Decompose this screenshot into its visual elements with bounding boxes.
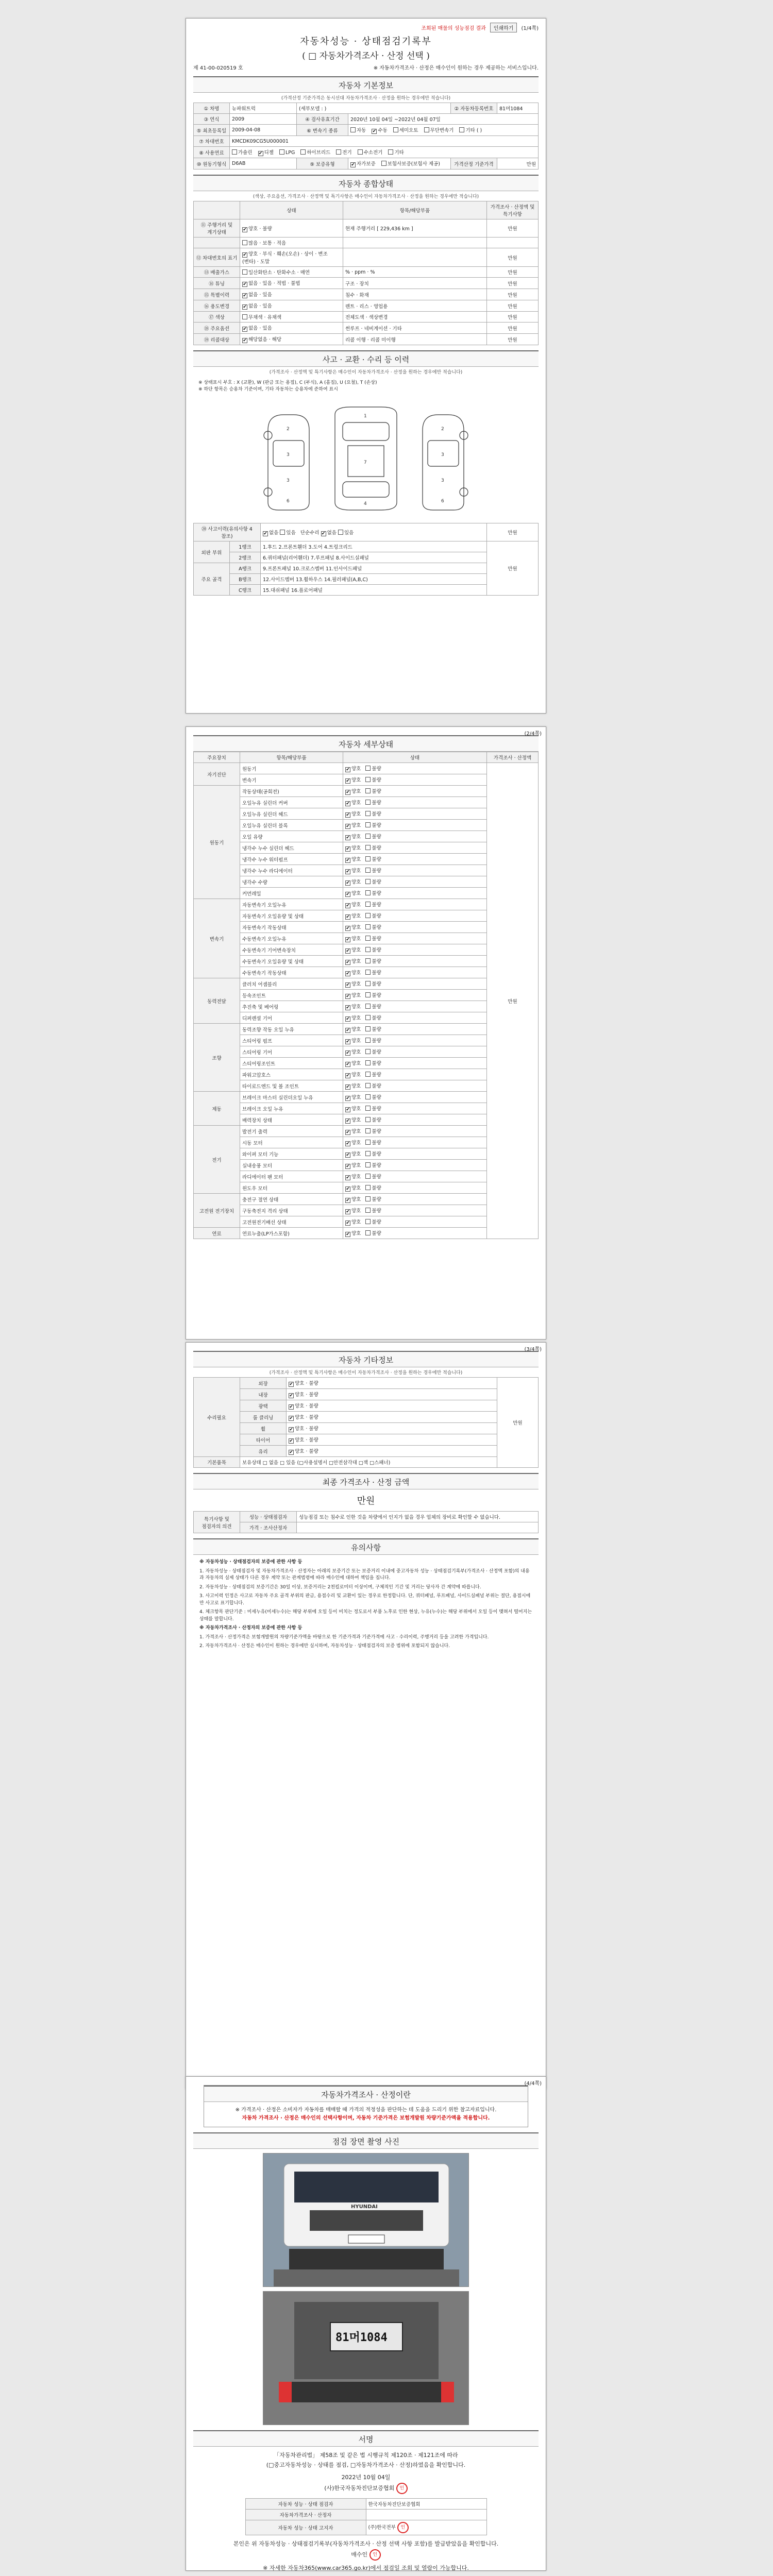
detail-row — [194, 1058, 539, 1069]
base-price-label: 가격산정 기준가격 — [451, 158, 497, 170]
detail-row — [194, 831, 539, 842]
detail-item-label: 냉각수 누수 라디에이터 — [240, 865, 343, 876]
detail-state: ✔ 양호 불량 — [343, 763, 487, 774]
svg-text:6: 6 — [441, 499, 444, 504]
signers-table: 자동차 성능 · 상태 점검자 한국자동차진단보증협회 자동차가격조사 · 산정자 자동차 성능 · 상태 고지자 (주)한국전부 인 — [245, 2498, 487, 2535]
section-caution: 유의사항 — [193, 1538, 539, 1555]
detail-row — [194, 933, 539, 944]
detail-item-label: 자동변속기 오일누유 — [240, 899, 343, 910]
detail-row — [194, 865, 539, 876]
outer-label: 외판 부위 — [194, 541, 230, 563]
section-detail: 자동차 세부상태 — [193, 735, 539, 752]
detail-row — [194, 967, 539, 978]
detail-state: ✔ 양호 불량 — [343, 1046, 487, 1058]
detail-item-label: 스티어링 기어 — [240, 1046, 343, 1058]
frame-parts-c: 15.대쉬패널 16.플로어패널 — [261, 585, 487, 596]
detail-item-label: 수동변속기 기어변속장치 — [240, 944, 343, 956]
detail-item-label: 자동변속기 오일유량 및 상태 — [240, 910, 343, 922]
detail-state: ✔ 양호 불량 — [343, 1035, 487, 1046]
detail-row — [194, 1160, 539, 1171]
fuel-options: 가솔린 ✔ 디젤 LPG 하이브리드 전기 수소전기 기타 — [230, 147, 539, 158]
section-summary: 자동차 종합상태 — [193, 175, 539, 191]
accident-table: ⑳ 사고이력(유의사항 4 참조) ✔없음 있음 단순수리 ✔ 없음 있음 만원 외판 부위 1랭크 1.후드 2.프론트휀더 3.도어 4.트렁크리드 만원 2랭크 6.쿼터패널(리어휀더) 7.루프패널 8.사이드실패널 주요 골격 A랭크 9.프론트패널 10.크로스멤버 11.인사이드패널 B랭크 12.사이드멤버 13.휠하우스 14.필러패널(A,B,C) C랭크 15.대쉬패널 16.플로어패널 — [193, 523, 539, 596]
caution-text: ※ 자동차성능 · 상태점검자의 보증에 관한 사항 등 1. 자동차성능 · 상태점검자 및 자동차가격조사 · 산정자는 아래의 보증기간 또는 보증거리 이내에 중고자동차 성능 · 상태점검기록부(가격조사 · 산정액 포함)의 내용과 자동차의 실제 상태가 다른 경우 계약 또는 관계법령에 따라 매수인에 대하여 책임을 집니다. 2. 자동차성능 · 상태점검의 보증기간은 30일 이상, 보증거리는 2천킬로미터 이상이며, 구체적인 기간 및 거리는 당사자 간 계약에 따릅니다. 3. 사고이력 인정은 사고로 자동차 주요 골격 부위의 판금, 용접수리 및 교환이 있는 경우로 한정합니다. 단, 쿼터패널, 루프패널, 사이드실패널 부위는 절단, 용접시에만 사고로 표기합니다. 4. 체크항목 판단기준 : 미세누유(미세누수)는 해당 부위에 오일 등이 비치는 정도로서 부품 노후로 인한 현상, 누유(누수)는 해당 부위에서 오일 등이 맺혀서 떨어지는 상태를 말합니다. ※ 자동차가격조사 · 산정자의 보증에 관한 사항 등 1. 가격조사 · 산정가격은 보험개발원의 차량기준가액을 바탕으로 한 기준가격과 기준가격에 사고 · 수리이력, 주행거리 등을 고려한 가격입니다. 2. 자동차가격조사 · 산정은 매수인이 원하는 경우에만 실시하며, 자동차성능 · 상태점검자의 보증 범위에 포함되지 않습니다. — [199, 1560, 532, 1649]
document-page-1 — [186, 18, 546, 714]
detail-item-label: 브레이크 마스터 실린더오일 누유 — [240, 1092, 343, 1103]
outer-parts-2: 6.쿼터패널(리어휀더) 7.루프패널 8.사이드실패널 — [261, 552, 487, 563]
motor-label: ⑩ 원동기형식 — [194, 158, 230, 170]
detail-item-label: 파워고압호스 — [240, 1069, 343, 1080]
detail-row — [194, 842, 539, 854]
svg-text:3: 3 — [441, 452, 444, 457]
reg-no-label: ② 자동차등록번호 — [451, 103, 497, 114]
detail-row — [194, 922, 539, 933]
detail-state: ✔ 양호 불량 — [343, 1080, 487, 1092]
inspection-value: 2020년 10월 04일 ~2022년 04월 07일 — [348, 114, 539, 125]
detail-state: ✔ 양호 불량 — [343, 1137, 487, 1148]
detail-group-label: 원동기 — [194, 786, 240, 899]
detail-group-label: 제동 — [194, 1092, 240, 1126]
detail-group-label: 조향 — [194, 1024, 240, 1092]
detail-item-label: 시동 모터 — [240, 1137, 343, 1148]
detail-state: ✔ 양호 불량 — [343, 956, 487, 967]
detail-state: ✔ 양호 불량 — [343, 774, 487, 786]
detail-row — [194, 978, 539, 990]
detail-group-label: 전기 — [194, 1126, 240, 1194]
detail-row — [194, 1126, 539, 1137]
detail-state: ✔ 양호 불량 — [343, 933, 487, 944]
detail-item-label: 충전구 절연 상태 — [240, 1194, 343, 1205]
opinion-table: 특기사항 및 점검자의 의견 성능 · 상태점검자 성능점검 또는 침수로 인한 것을 차량에서 인지가 없을 경우 업체의 장비로 확인할 수 없습니다. 가격 · 조사산정자 — [193, 1511, 539, 1533]
detail-row — [194, 1012, 539, 1024]
legend-line-1: ※ 상태표시 부호 : X (교환), W (판금 또는 용접), C (부식), A (흠집), U (요철), T (손상) — [198, 380, 377, 385]
svg-text:3: 3 — [287, 478, 290, 483]
detail-row — [194, 1001, 539, 1012]
checkbox — [424, 127, 429, 132]
section-note: (가격조사 · 산정액 및 특기사항은 매수인이 자동차가격조사 · 산정을 원하는 경우에만 적습니다) — [269, 370, 463, 375]
service-notice: ※ 자동차가격조사 · 산정은 매수인이 원하는 경우 제공하는 서비스입니다. — [373, 65, 539, 71]
car-diagram — [193, 394, 539, 523]
detail-state: ✔ 양호 불량 — [343, 1182, 487, 1194]
final-price: 만원 — [357, 1496, 375, 1506]
detail-row — [194, 888, 539, 899]
fuel-label: ⑧ 사용연료 — [194, 147, 230, 158]
detail-state: ✔ 양호 불량 — [343, 1171, 487, 1182]
car-diagram-svg — [237, 399, 495, 518]
detail-row — [194, 1194, 539, 1205]
detail-state: ✔ 양호 불량 — [343, 1069, 487, 1080]
detail-state: ✔ 양호 불량 — [343, 888, 487, 899]
car-name-value: 뉴파워트럭 — [230, 103, 297, 114]
detail-state: ✔ 양호 불량 — [343, 1058, 487, 1069]
detail-state: ✔ 양호 불량 — [343, 876, 487, 888]
detail-row — [194, 1103, 539, 1114]
svg-text:6: 6 — [287, 499, 290, 504]
detail-item-label: 스티어링 펌프 — [240, 1035, 343, 1046]
detail-row: 자기진단 원동기 ✔ 양호 불량 만원 — [194, 763, 539, 774]
transmission-label: ⑥ 변속기 종류 — [297, 125, 348, 136]
detail-item-label: 연료누출(LP가스포함) — [240, 1228, 343, 1239]
detail-table: 주요장치 항목/해당부품 상태 가격조사 · 산정액 자기진단 원동기 ✔ 양호 불량 만원 변속기 ✔ 양호 불량 원동기 작동상태(공회전) ✔ 양호 불량 오일누유 실린더 커버 ✔ 양호 불량 오일누유 실린더 헤드 ✔ 양호 불량 오일누유 실린더 블록 ✔ 양호 불량 오일 유량 ✔ 양호 불량 냉각수 누수 실린더 헤드 ✔ 양호 불량 냉각수 누수 워터펌프 ✔ 양호 불량 냉각수 누수 라디에이터 ✔ 양호 불량 냉각수 수량 ✔ 양호 불량 커먼레일 ✔ 양호 불량 변속기 자동변속기 오일누유 ✔ 양호 불량 자동변속기 오일유량 및 상태 ✔ 양호 불량 자동변속기 작동상태 ✔ 양호 불량 수동변속기 오일누유 ✔ 양호 불량 수동변속기 기어변속장치 ✔ 양호 불량 수동변속기 오일유량 및 상태 ✔ 양호 불량 수동변속기 작동상태 ✔ 양호 불량 동력전달 클러치 어셈블리 ✔ 양호 불량 등속조인트 ✔ 양호 불량 추진축 및 베어링 ✔ 양호 불량 디퍼렌셜 기어 ✔ 양호 불량 조향 동력조향 작동 오일 누유 ✔ 양호 불량 스티어링 펌프 ✔ 양호 불량 스티어링 기어 ✔ 양호 불량 스티어링조인트 ✔ 양호 불량 파워고압호스 ✔ 양호 불량 타이로드엔드 및 볼 조인트 ✔ 양호 불량 제동 브레이크 마스터 실린더오일 누유 ✔ 양호 불량 브레이크 오일 누유 ✔ 양호 불량 배력장치 상태 ✔ 양호 불량 전기 발전기 출력 ✔ 양호 불량 시동 모터 ✔ 양호 불량 와이퍼 모터 기능 ✔ 양호 불량 실내송풍 모터 ✔ 양호 불량 라디에이터 팬 모터 ✔ 양호 불량 윈도우 모터 ✔ 양호 불량 고전원 전기장치 충전구 절연 상태 ✔ 양호 불량 구동축전지 격리 상태 ✔ 양호 불량 고전원전기배선 상태 ✔ 양호 불량 연료 연료누출(LP가스포함) ✔ 양호 불량 — [193, 752, 539, 1239]
year-label: ③ 연식 — [194, 114, 230, 125]
motor-value: D6AB — [230, 158, 297, 170]
detail-item-label: 오일누유 실린더 헤드 — [240, 808, 343, 820]
summary-col-detail: 항목/해당부품 — [343, 201, 487, 219]
detail-row — [194, 797, 539, 808]
detail-item-label: 고전원전기배선 상태 — [240, 1216, 343, 1228]
car-name-label: ① 차명 — [194, 103, 230, 114]
detail-state: ✔ 양호 불량 — [343, 1114, 487, 1126]
maker-text: HYUNDAI — [351, 2204, 378, 2210]
frame-parts-b: 12.사이드멤버 13.휠하우스 14.필러패널(A,B,C) — [261, 574, 487, 585]
document-subtitle: ( □ 자동차가격조사 · 산정 선택 ) — [302, 51, 430, 61]
detail-state: ✔ 양호 불량 — [343, 808, 487, 820]
detail-row — [194, 786, 539, 797]
detail-row — [194, 1182, 539, 1194]
plate-text: 81머1084 — [335, 2331, 388, 2344]
detail-item-label: 커먼레일 — [240, 888, 343, 899]
detail-row — [194, 1148, 539, 1160]
detail-state: ✔ 양호 불량 — [343, 990, 487, 1001]
first-reg-value: 2009-04-08 — [230, 125, 297, 136]
detail-state: ✔ 양호 불량 — [343, 899, 487, 910]
detail-item-label: 스티어링조인트 — [240, 1058, 343, 1069]
detail-item-label: 실내송풍 모터 — [240, 1160, 343, 1171]
section-note: (색상, 주요옵션, 가격조사 · 산정액 및 특기사항은 매수인이 자동차가격조사 · 산정을 원하는 경우에만 적습니다) — [253, 194, 479, 199]
detail-item-label: 발전기 출력 — [240, 1126, 343, 1137]
reg-no-value: 81머1084 — [497, 103, 539, 114]
detail-group-label: 변속기 — [194, 899, 240, 978]
detail-state: ✔ 양호 불량 — [343, 1228, 487, 1239]
detail-item-label: 라디에이터 팬 모터 — [240, 1171, 343, 1182]
detail-item-label: 원동기 — [240, 763, 343, 774]
history-label: ⑳ 사고이력(유의사항 4 참조) — [194, 523, 261, 541]
detail-state: ✔ 양호 불량 — [343, 1194, 487, 1205]
detail-row — [194, 990, 539, 1001]
detail-item-label: 오일 유량 — [240, 831, 343, 842]
detail-state: ✔ 양호 불량 — [343, 1160, 487, 1171]
detail-row — [194, 854, 539, 865]
detail-item-label: 윈도우 모터 — [240, 1182, 343, 1194]
warranty-options: ✔ 자가보증 보험사보증(보험사 제공) — [348, 158, 451, 170]
detail-item-label: 와이퍼 모터 기능 — [240, 1148, 343, 1160]
detail-state: ✔ 양호 불량 — [343, 978, 487, 990]
svg-text:4: 4 — [364, 501, 367, 506]
detail-state: ✔ 양호 불량 — [343, 1126, 487, 1137]
detail-group-label: 자기진단 — [194, 763, 240, 786]
detail-item-label: 등속조인트 — [240, 990, 343, 1001]
detail-row — [194, 1228, 539, 1239]
svg-text:2: 2 — [287, 427, 290, 432]
svg-text:3: 3 — [287, 452, 290, 457]
detail-item-label: 브레이크 오일 누유 — [240, 1103, 343, 1114]
detail-state: ✔ 양호 불량 — [343, 831, 487, 842]
detail-item-label: 수동변속기 오일누유 — [240, 933, 343, 944]
detail-item-label: 오일누유 실린더 블록 — [240, 820, 343, 831]
detail-state: ✔ 양호 불량 — [343, 1148, 487, 1160]
detail-model: (세부모델 : ) — [297, 103, 451, 114]
detail-state: ✔ 양호 불량 — [343, 944, 487, 956]
detail-row — [194, 1024, 539, 1035]
detail-state: ✔ 양호 불량 — [343, 1012, 487, 1024]
detail-state: ✔ 양호 불량 — [343, 1216, 487, 1228]
warning-text: 조회된 매물의 성능점검 결과 — [421, 25, 486, 31]
page-number: (1/4쪽) — [521, 25, 539, 31]
detail-row — [194, 1137, 539, 1148]
detail-row — [194, 1092, 539, 1103]
detail-item-label: 타이로드엔드 및 볼 조인트 — [240, 1080, 343, 1092]
section-other: 자동차 기타정보 — [193, 1351, 539, 1367]
checkbox — [459, 127, 464, 132]
detail-item-label: 변속기 — [240, 774, 343, 786]
frame-parts-a: 9.프론트패널 10.크로스멤버 11.인사이드패널 — [261, 563, 487, 574]
document-title: 자동차성능 · 상태점검기록부 — [300, 36, 432, 47]
first-reg-label: ⑤ 최초등록일 — [194, 125, 230, 136]
detail-row — [194, 1035, 539, 1046]
detail-item-label: 배력장치 상태 — [240, 1114, 343, 1126]
svg-text:3: 3 — [441, 478, 444, 483]
detail-row — [194, 910, 539, 922]
detail-item-label: 동력조향 작동 오일 누유 — [240, 1024, 343, 1035]
detail-row — [194, 1080, 539, 1092]
detail-state: ✔ 양호 불량 — [343, 1092, 487, 1103]
detail-item-label: 자동변속기 작동상태 — [240, 922, 343, 933]
detail-row — [194, 1046, 539, 1058]
section-sign: 서명 — [193, 2430, 539, 2447]
detail-row — [194, 876, 539, 888]
detail-state: ✔ 양호 불량 — [343, 922, 487, 933]
section-photos: 점검 장면 촬영 사진 — [193, 2132, 539, 2149]
section-accident: 사고 · 교환 · 수리 등 이력 — [193, 350, 539, 367]
warranty-label: ⑨ 보증유형 — [297, 158, 348, 170]
base-price-unit: 만원 — [497, 158, 539, 170]
page-number: (4/4쪽) — [524, 2081, 542, 2087]
detail-item-label: 구동축전지 격리 상태 — [240, 1205, 343, 1216]
section-note: (가격산정 기준가격은 동시선대 자동차가격조사 · 산정을 원하는 경우에만 적습니다) — [281, 96, 451, 101]
truck-rear-photo — [263, 2291, 469, 2425]
svg-text:7: 7 — [364, 460, 367, 465]
detail-row — [194, 808, 539, 820]
stamp-mark: 인 — [396, 2483, 408, 2494]
svg-text:1: 1 — [364, 414, 367, 419]
detail-item-label: 냉각수 누수 실린더 헤드 — [240, 842, 343, 854]
detail-row — [194, 899, 539, 910]
document-page-3: (3/4쪽) 자동차 기타정보 (가격조사 · 산정액 및 특기사항은 매수인이 자동차가격조사 · 산정을 원하는 경우에만 적습니다) 수리필요 외장 ✔ 양호 · 불량 만원 내장 ✔ 양호 · 불량 광택 ✔ 양호 · 불량 룸 클리닝 ✔ 양호 · 불량 휠 ✔ 양호 · 불량 타이어 ✔ 양호 · 불량 유리 ✔ 양호 · 불량 기본품목 보유상태 □ 없음 □ 있음 (□사용설명서 □안전삼각대 □잭 □스패너) 최종 가격조사 · 산정 금액 만원 특기사항 및 점검자의 의견 성능 · 상태점검자 성능점검 또는 침수로 인한 것을 차량에서 인지가 없을 경우 업체의 장비로 확인할 수 없습니다. 가격 · 조사산정자 유의사항 ※ 자동차성능 · 상태점검자의 보증에 관한 사항 등 1. 자동차성능 · 상태점검자 및 자동차가격조사 · 산정자는 아래의 보증기간 또는 보증거리 이내에 중고자동차 성능 · 상태점검기록부(가격조사 · 산정액 포함)의 내용과 자동차의 실제 상태가 다른 경우 계약 또는 관계법령에 따라 매수인에 대하여 책임을 집니다. 2. 자동차성능 · 상태점검의 보증기간은 30일 이상, 보증거리는 2천킬로미터 이상이며, 구체적인 기간 및 거리는 당사자 간 계약에 따릅니다. 3. 사고이력 인정은 사고로 자동차 주요 골격 부위의 판금, 용접수리 및 교환이 있는 경우로 한정합니다. 단, 쿼터패널, 루프패널, 사이드실패널 부위는 절단, 용접시에만 사고로 표기합니다. 4. 체크항목 판단기준 : 미세누유(미세누수)는 해당 부위에 오일 등이 비치는 정도로서 부품 노후로 인한 현상, 누유(누수)는 해당 부위에서 오일 등이 맺혀서 떨어지는 상태를 말합니다. ※ 자동차가격조사 · 산정자의 보증에 관한 사항 등 1. 가격조사 · 산정가격은 보험개발원의 차량기준가액을 바탕으로 한 기준가격과 기준가격에 사고 · 수리이력, 주행거리 등을 고려한 가격입니다. 2. 자동차가격조사 · 산정은 매수인이 원하는 경우에만 실시하며, 자동차성능 · 상태점검자의 보증 범위에 포함되지 않습니다. — [186, 1342, 546, 2089]
document-page-4: (4/4쪽) 자동차가격조사 · 산정이란 ※ 가격조사 · 산정은 소비자가 자동차를 매매할 때 가격의 적정성을 판단하는 데 도움을 드리기 위한 참고자료입니다. 자동차 가격조사 · 산정은 매수인의 선택사항이며, 자동차 기준가격은 보험개발원 차량기준가액을 적용합니다. 점검 장면 촬영 사진 HYUNDAI 81머1084 서명 「자동차관리법」 제58조 및 같은 법 시행규칙 제120조 · 제121조에 따라 (□중고자동차성능 · 상태를 점검, □자동차가격조사 · 산정)하였음을 확인합니다. 2022년 10월 04일 (사)한국자동차진단보증협회 인 자동차 성능 · 상태 점검자 한국자동차진단보증협회 자동차가격조사 · 산정자 자동차 성능 · 상태 고지자 (주)한국전부 인 본인은 위 자동차성능 · 상태점검기록부(자동차가격조사 · 산정 선택 사항 포함)를 발급받았음을 확인합니다. 매수인 인 ※ 자세한 자동차365(www.car365.go.kr)에서 점검일 조회 및 열람이 가능합니다. — [186, 2076, 546, 2571]
basic-info-table — [193, 103, 539, 170]
detail-state: ✔ 양호 불량 — [343, 910, 487, 922]
detail-item-label: 클러치 어셈블리 — [240, 978, 343, 990]
document-number: 제 41-00-020519 호 — [193, 65, 243, 71]
checkbox — [393, 127, 398, 132]
detail-state: ✔ 양호 불량 — [343, 854, 487, 865]
detail-state: ✔ 양호 불량 — [343, 820, 487, 831]
detail-item-label: 냉각수 누수 워터펌프 — [240, 854, 343, 865]
summary-col-price: 가격조사 · 산정액 및 특기사항 — [487, 201, 539, 219]
checkbox — [350, 127, 356, 132]
page-number: (2/4쪽) — [524, 731, 542, 737]
inspection-label: ④ 검사유효기간 — [297, 114, 348, 125]
detail-row — [194, 944, 539, 956]
detail-state: ✔ 양호 불량 — [343, 842, 487, 854]
year-value: 2009 — [230, 114, 297, 125]
top-bar — [193, 22, 539, 33]
section-basic-info: 자동차 기본정보 — [193, 76, 539, 93]
detail-item-label: 디퍼렌셜 기어 — [240, 1012, 343, 1024]
summary-col-state: 상태 — [240, 201, 343, 219]
detail-state: ✔ 양호 불량 — [343, 797, 487, 808]
detail-state: ✔ 양호 불량 — [343, 786, 487, 797]
detail-state: ✔ 양호 불량 — [343, 1024, 487, 1035]
other-table: 수리필요 외장 ✔ 양호 · 불량 만원 내장 ✔ 양호 · 불량 광택 ✔ 양호 · 불량 룸 클리닝 ✔ 양호 · 불량 휠 ✔ 양호 · 불량 타이어 ✔ 양호 · 불량 유리 ✔ 양호 · 불량 기본품목 보유상태 □ 없음 □ 있음 (□사용설명서 □안전삼각대 □잭 □스패너) — [193, 1377, 539, 1468]
detail-item-label: 작동상태(공회전) — [240, 786, 343, 797]
detail-row — [194, 1114, 539, 1126]
detail-state: ✔ 양호 불량 — [343, 865, 487, 876]
legend-line-2: ※ 하단 항목은 승용차 기준이며, 기타 자동차는 승용차에 준하여 표시 — [198, 387, 338, 392]
page-number: (3/4쪽) — [524, 1347, 542, 1352]
main-frame-label: 주요 골격 — [194, 563, 230, 596]
detail-row — [194, 1171, 539, 1182]
detail-group-label: 연료 — [194, 1228, 240, 1239]
vin-value: KMCDK09CG5U000001 — [230, 136, 539, 147]
detail-row — [194, 774, 539, 786]
summary-table: 상태 항목/해당부품 가격조사 · 산정액 및 특기사항 ⑪ 주행거리 및 계기상태 ✔양호 · 불량 현재 주행거리 [ 229,436 km ] 만원 많음 · 보통 · 적음 ⑫ 차대번호의 표기 ✔양호 · 부식 · 훼손(오손) · 상이 · 변조(변타) · 도말 만원 ⑬ 배출가스 일산화탄소 · 탄화수소 · 매연 % · ppm · % 만원 ⑭ 튜닝 ✔ 없음 · 있음 · 적법 · 불법 구조 · 장치 만원 ⑮ 특별이력 ✔ 없음 · 있음 침수 · 화재 만원 ⑯ 용도변경 ✔ 없음 · 있음 렌트 · 리스 · 영업용 만원 ⑰ 색상 무채색 · 유채색 전체도색 · 색상변경 만원 ⑱ 주요옵션 ✔ 없음 · 있음 썬루프 · 네비게이션 · 기타 만원 ⑲ 리콜대상 ✔ 해당없음 · 해당 리콜 이행 · 리콜 미이행 만원 — [193, 201, 539, 345]
detail-item-label: 추진축 및 베어링 — [240, 1001, 343, 1012]
detail-row — [194, 1216, 539, 1228]
outer-parts-1: 1.후드 2.프론트휀더 3.도어 4.트렁크리드 — [261, 541, 487, 552]
transmission-options: 자동 ✔ 수동 세미오토 무단변속기 기타 ( ) — [348, 125, 539, 136]
guide-box: 자동차가격조사 · 산정이란 ※ 가격조사 · 산정은 소비자가 자동차를 매매할 때 가격의 적정성을 판단하는 데 도움을 드리기 위한 참고자료입니다. 자동차 가격조사 · 산정은 매수인의 선택사항이며, 자동차 기준가격은 보험개발원 차량기준가액을 적용합니다. — [204, 2085, 528, 2127]
detail-item-label: 냉각수 수량 — [240, 876, 343, 888]
svg-text:2: 2 — [441, 427, 444, 432]
detail-group-label: 동력전달 — [194, 978, 240, 1024]
document-page-2 — [186, 726, 546, 1340]
detail-group-label: 고전원 전기장치 — [194, 1194, 240, 1228]
vin-label: ⑦ 차대번호 — [194, 136, 230, 147]
detail-row — [194, 820, 539, 831]
detail-row — [194, 956, 539, 967]
print-button[interactable]: 인쇄하기 — [490, 23, 517, 32]
detail-state: ✔ 양호 불량 — [343, 1103, 487, 1114]
detail-state: ✔ 양호 불량 — [343, 967, 487, 978]
detail-row — [194, 1205, 539, 1216]
checkbox-checked — [372, 129, 377, 134]
detail-state: ✔ 양호 불량 — [343, 1001, 487, 1012]
detail-item-label: 수동변속기 오일유량 및 상태 — [240, 956, 343, 967]
detail-item-label: 오일누유 실린더 커버 — [240, 797, 343, 808]
detail-state: ✔ 양호 불량 — [343, 1205, 487, 1216]
detail-item-label: 수동변속기 작동상태 — [240, 967, 343, 978]
truck-front-photo — [263, 2153, 469, 2287]
detail-row — [194, 1069, 539, 1080]
section-final-price: 최종 가격조사 · 산정 금액 — [193, 1473, 539, 1489]
